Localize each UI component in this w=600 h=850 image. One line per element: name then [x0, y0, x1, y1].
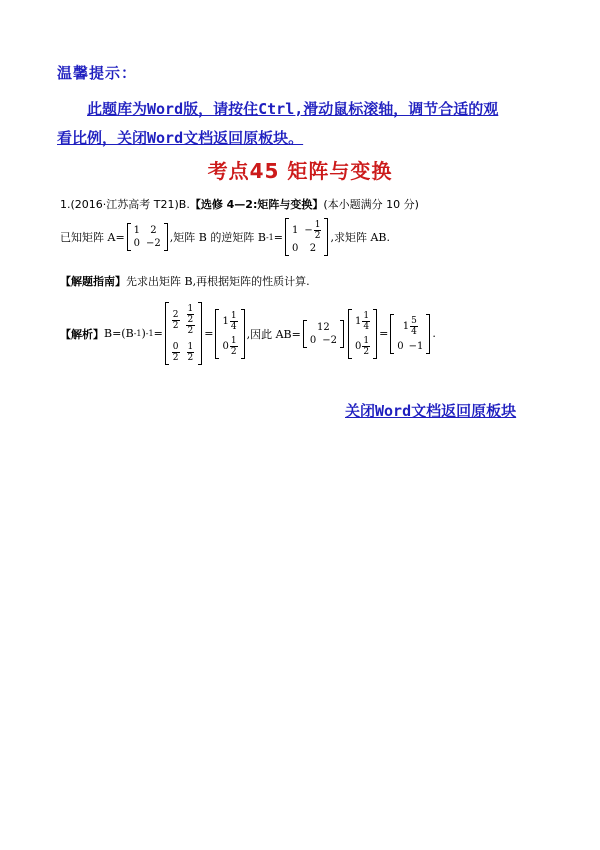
question-source: [60, 196, 419, 212]
cell: $\frac{0}{2}$: [172, 342, 179, 363]
cell: 2: [150, 225, 157, 236]
cell: 12: [317, 321, 330, 333]
matrix-a: [127, 223, 168, 251]
sol-paren: ): [141, 327, 146, 340]
cell: 0: [133, 238, 141, 249]
matrix-s1: [165, 302, 202, 365]
question-statement: [60, 218, 390, 256]
solution-t1: B=(B: [104, 327, 134, 340]
sol-end: .: [432, 327, 436, 340]
cell: − $\frac{1}{2}$: [304, 220, 321, 241]
hint: [60, 273, 310, 289]
question-score: (本小题满分 10 分): [323, 198, 419, 211]
cell: 1 $\frac{1}{4}$: [222, 310, 237, 332]
solution: [60, 302, 436, 365]
hint-label: 【解题指南】: [60, 275, 126, 288]
statement-part-2: ,矩阵 B 的逆矩阵 B: [169, 231, 266, 244]
cell: 0 $\frac{1}{2}$: [354, 335, 370, 357]
cell: 0 $\frac{1}{2}$: [222, 335, 237, 357]
statement-part-3: ,求矩阵 AB.: [330, 231, 390, 244]
cell: $\frac{2}{2}$: [172, 309, 179, 331]
matrix-b-inverse: [285, 218, 329, 256]
inverse-sup: -1: [265, 232, 274, 242]
matrix-b-2: [348, 309, 377, 359]
close-word-link[interactable]: 关闭Word文档返回原板块: [345, 402, 517, 420]
cell: 2: [309, 243, 317, 254]
sol-sup-2: -1: [145, 329, 154, 338]
cell: 1: [291, 225, 299, 236]
tip-line-2: 看比例，关闭Word文档返回原板块。: [57, 129, 304, 147]
cell: −2: [322, 334, 337, 346]
question-tag: 【选修 4—2:矩阵与变换】: [189, 198, 324, 211]
cell: 1: [133, 225, 141, 236]
question-source-text: 1.(2016·江苏高考 T21)B.: [60, 198, 190, 211]
cell: 1 $\frac{5}{4}$: [402, 315, 417, 337]
tip-title: 温馨提示：: [57, 64, 138, 82]
tip-line-1: 此题库为Word版，请按住Ctrl,滑动鼠标滚轴，调节合适的观: [87, 100, 499, 118]
cell: 0: [309, 334, 317, 346]
cell: $\frac{\frac{1}{2}}{2}$: [187, 304, 194, 336]
page-title: 考点45 矩阵与变换: [207, 159, 393, 183]
matrix-ab: [390, 314, 430, 354]
cell: 0 −1: [397, 340, 424, 352]
matrix-a-2: [303, 320, 344, 348]
sol-sup-1: -1: [133, 329, 142, 338]
statement-part-1: 已知矩阵 A=: [60, 231, 125, 244]
solution-label: 【解析】: [60, 327, 104, 341]
tip-body: [57, 95, 552, 153]
cell: −2: [146, 238, 161, 249]
sol-eq: =: [153, 327, 163, 340]
sol-eq-2: =: [204, 327, 214, 340]
solution-t3: ,因此 AB=: [246, 327, 301, 341]
cell: 0: [291, 243, 299, 254]
sol-eq-3: =: [379, 327, 389, 340]
matrix-b: [215, 309, 244, 359]
cell: $\frac{1}{2}$: [187, 342, 194, 363]
eq-sign: =: [273, 230, 283, 244]
hint-text: 先求出矩阵 B,再根据矩阵的性质计算.: [126, 275, 310, 288]
cell: 1 $\frac{1}{4}$: [354, 310, 370, 332]
